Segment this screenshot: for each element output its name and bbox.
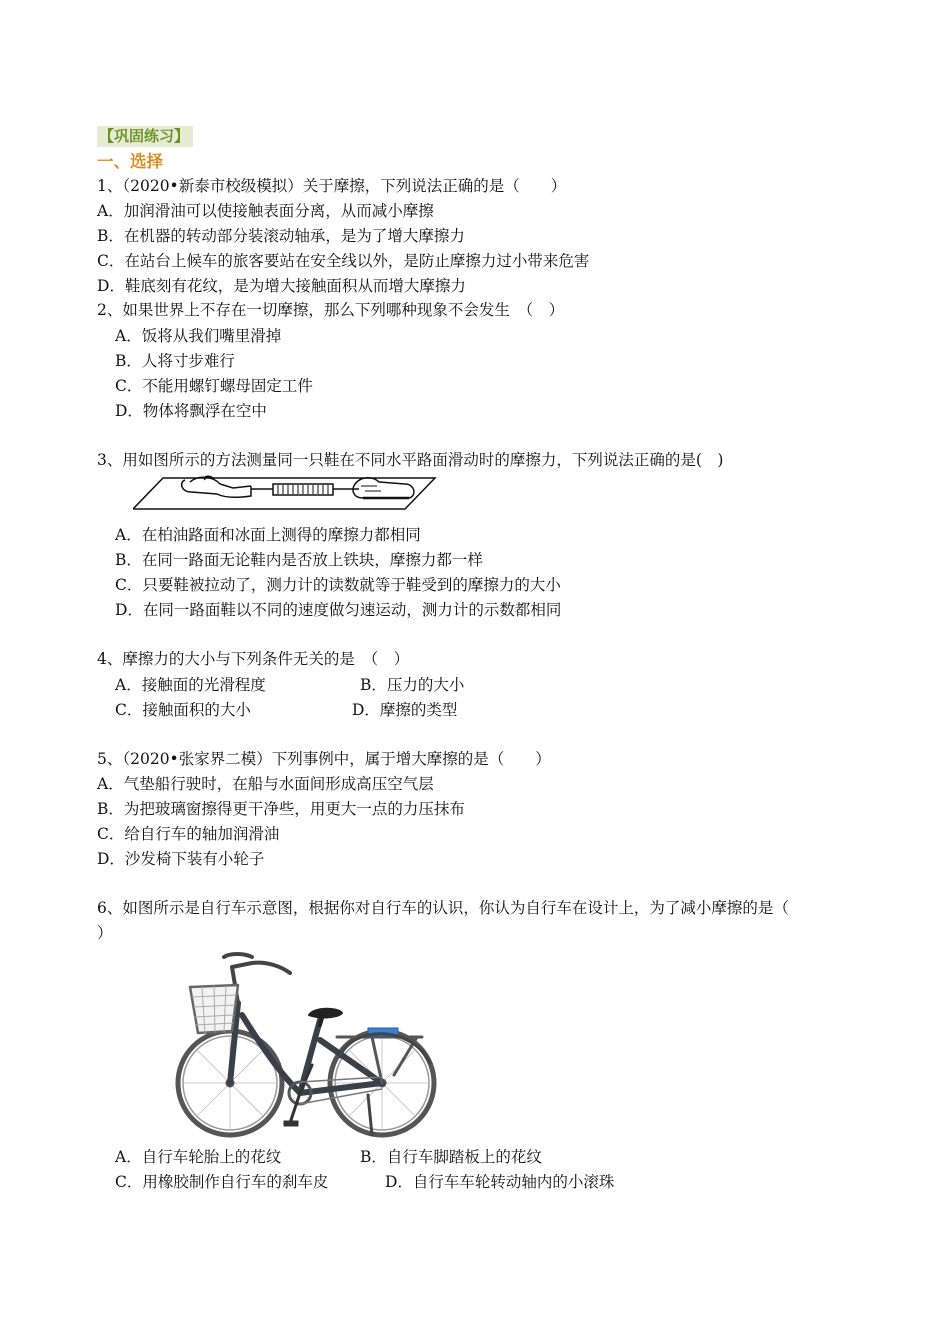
question-4-option-a: A．接触面的光滑程度	[115, 676, 266, 694]
question-3-option-c: C．只要鞋被拉动了，测力计的读数就等于鞋受到的摩擦力的大小	[115, 576, 561, 594]
question-4-option-b: B．压力的大小	[360, 676, 465, 694]
section-tag: 【巩固练习】	[97, 126, 193, 147]
question-5-option-a: A．气垫船行驶时，在船与水面间形成高压空气层	[97, 775, 434, 793]
question-6-option-a: A．自行车轮胎上的花纹	[115, 1148, 282, 1166]
question-2-stem: 2、如果世界上不存在一切摩擦，那么下列哪种现象不会发生 （ ）	[97, 301, 565, 319]
bicycle-figure	[172, 945, 442, 1145]
question-6-option-c: C．用橡胶制作自行车的刹车皮	[115, 1173, 329, 1191]
question-1-option-b: B．在机器的转动部分装滚动轴承，是为了增大摩擦力	[97, 227, 465, 245]
question-5-option-c: C．给自行车的轴加润滑油	[97, 825, 280, 843]
question-6-stem: 6、如图所示是自行车示意图，根据你对自行车的认识，你认为自行车在设计上，为了减小摩擦的是（	[97, 899, 789, 917]
question-6-option-d: D．自行车车轮转动轴内的小滚珠	[385, 1173, 615, 1191]
question-2-option-d: D．物体将飘浮在空中	[115, 402, 267, 420]
question-3-option-d: D．在同一路面鞋以不同的速度做匀速运动，测力计的示数都相同	[115, 601, 562, 619]
question-5-option-d: D．沙发椅下装有小轮子	[97, 850, 265, 868]
question-1-stem: 1、（2020•新泰市校级模拟）关于摩擦，下列说法正确的是（ ）	[97, 177, 567, 195]
question-4-option-c: C．接触面积的大小	[115, 701, 251, 719]
question-4-stem: 4、摩擦力的大小与下列条件无关的是 （ ）	[97, 650, 410, 668]
question-5-stem: 5、（2020•张家界二模）下列事例中，属于增大摩擦的是（ ）	[97, 750, 551, 768]
question-1-option-d: D．鞋底刻有花纹，是为增大接触面积从而增大摩擦力	[97, 277, 466, 295]
question-2-option-a: A．饭将从我们嘴里滑掉	[115, 327, 282, 345]
question-2-option-b: B．人将寸步难行	[115, 352, 235, 370]
question-3-stem: 3、用如图所示的方法测量同一只鞋在不同水平路面滑动时的摩擦力，下列说法正确的是( )	[97, 451, 724, 469]
question-5-option-b: B．为把玻璃窗擦得更干净些，用更大一点的力压抹布	[97, 800, 465, 818]
shoe-friction-figure	[133, 472, 438, 512]
question-6-option-b: B．自行车脚踏板上的花纹	[360, 1148, 542, 1166]
section-title: 一、选择	[97, 152, 163, 171]
question-1-option-a: A．加润滑油可以使接触表面分离，从而减小摩擦	[97, 202, 434, 220]
question-2-option-c: C．不能用螺钉螺母固定工件	[115, 377, 313, 395]
question-3-option-b: B．在同一路面无论鞋内是否放上铁块，摩擦力都一样	[115, 551, 483, 569]
question-4-option-d: D．摩擦的类型	[352, 701, 458, 719]
question-3-option-a: A．在柏油路面和冰面上测得的摩擦力都相同	[115, 526, 421, 544]
question-1-option-c: C．在站台上候车的旅客要站在安全线以外，是防止摩擦力过小带来危害	[97, 252, 590, 270]
question-6-stem-continued: ）	[97, 924, 113, 942]
